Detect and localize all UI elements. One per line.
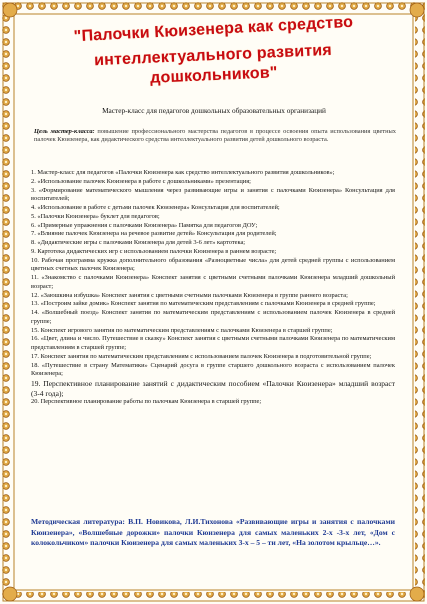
list-item: 6. «Примерные упражнения с палочками Кюизенера» Памятка для педагогов ДОУ; <box>31 221 258 229</box>
title-line-1: "Палочки Кюизенера как средство <box>73 13 354 46</box>
title-line-2: интеллектуального развития дошкольников" <box>93 41 333 87</box>
list-item: 17. Конспект занятия по математическим представлениям с использованием палочек Кюизенера в подготовительной группе; <box>31 352 372 360</box>
list-item: 7. «Влияние палочек Кюизенера на речевое развитие детей» Консультация для родителей; <box>31 230 277 238</box>
list-item: 2. «Использование палочек Кюизенера в работе с дошкольниками» презентация; <box>31 177 251 185</box>
list-item: 10. Рабочая программа кружка дополнительного образования «Разноцветные числа» для детей средней группы с использованием цветных счетных палочек Кюизенера; <box>31 256 395 273</box>
materials-list <box>31 169 395 407</box>
list-item: 3. «Формирование математического мышления через развивающие игры и занятия с палочками Кюизенера» Консультация для воспитателей; <box>31 186 395 203</box>
subtitle: Мастер-класс для педагогов дошкольных образовательных организаций <box>102 106 326 115</box>
list-item: 4. «Использование в работе с детьми палочек Кюизенера» Консультация для воспитателей; <box>31 204 280 211</box>
goal-lead: Цель мастер-класса: <box>34 128 95 135</box>
list-item: 1. Мастер-класс для педагогов «Палочки Кюизенера как средство интеллектуального развития дошкольников»; <box>31 169 335 176</box>
list-item: 18. «Путешествие в страну Математики» Сценарий досуга в группе старшего дошкольного возраста с использованием палочек Кюизенера; <box>31 361 395 378</box>
page-title <box>30 8 397 86</box>
list-item: 16. «Цвет, длина и число. Путешествие в сказку» Конспект занятия с цветными счетными палочками Кюизенера по математическим представлениям в старшей группе; <box>31 335 395 351</box>
list-item: 15. Конспект игрового занятия по математическим представлениям с палочками Кюизенера в старшей группе; <box>31 326 333 334</box>
goal-text: повышение профессионального мастерства педагогов в процессе освоения опыта использования цветных палочек Кюизенера, как дидактического средства интеллектуального развития детей дошкольного возраста. <box>34 128 397 144</box>
list-item: 20. Перспективное планирование работы по палочкам Кюизенера в старшей группе; <box>31 398 262 406</box>
literature-note: Методическая литература: В.П. Новикова, Л.И.Тихонова «Развивающие игры и занятия с палочками Кюизенера», «Волшебные дорожки» палочки Кюизенера для самых маленьких 2-х -3-х лет, «Дом с колокольчиком» палочки Кюизенера для самых маленьких 3-х – 5 – ти лет, «На золотом крыльце…». <box>31 517 395 548</box>
list-item: 19. Перспективное планирование занятий с дидактическим пособием «Палочки Кюизенера» младший возраст (3-4 года); <box>31 379 395 398</box>
list-item: 11. «Знакомство с палочками Кюизенера» Конспект занятия с цветными счетными палочками Кюизенера младший дошкольный возраст; <box>31 274 395 290</box>
list-item: 8. «Дидактические игры с палочками Кюизенера для детей 3-6 лет» картотека; <box>31 239 246 246</box>
list-item: 13. «Построим зайке домик» Конспект занятия по математическим представлениям с палочками Кюизенера в средней группе; <box>31 300 376 308</box>
list-item: 5. «Палочки Кюизенера» буклет для педагогов; <box>31 212 160 220</box>
list-item: 12. «Заюшкина избушка» Конспект занятия с цветными счетными палочками Кюизенера в группе раннего возраста; <box>31 291 348 299</box>
list-item: 14. «Волшебный поезд» Конспект занятия по математическим представлениям с использованием палочек Кюизенера в средней группе; <box>31 309 395 325</box>
list-item: 9. Картотека дидактических игр с использованием палочки Кюизенера в раннем возрасте; <box>31 247 277 255</box>
goal-paragraph <box>34 128 396 145</box>
